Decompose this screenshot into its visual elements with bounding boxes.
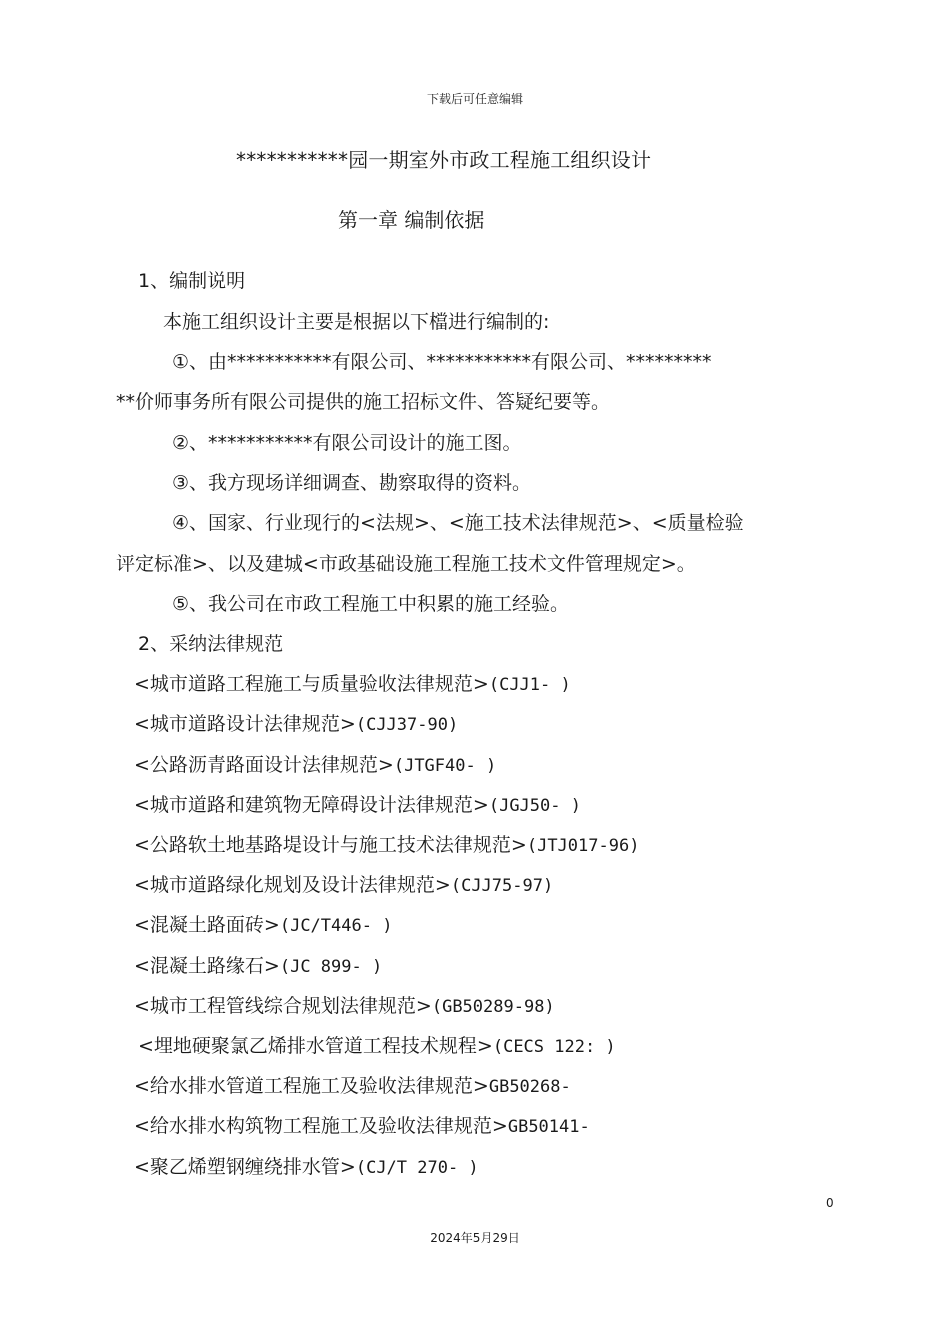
reference-item: <聚乙烯塑钢缠绕排水管>(CJ/T 270- ) xyxy=(134,1156,479,1178)
reference-item: <给水排水管道工程施工及验收法律规范>GB50268- xyxy=(134,1075,571,1097)
reference-item: <混凝土路缘石>(JC 899- ) xyxy=(134,955,383,977)
section-heading-2: 2、采纳法律规范 xyxy=(138,633,284,655)
basis-item-4-line-1: ④、国家、行业现行的<法规>、<施工技术法律规范>、<质量检验 xyxy=(172,512,744,534)
reference-item: <埋地硬聚氯乙烯排水管道工程技术规程>(CECS 122: ) xyxy=(138,1035,616,1057)
reference-item: <公路软土地基路堤设计与施工技术法律规范>(JTJ017-96) xyxy=(134,834,640,856)
section-intro: 本施工组织设计主要是根据以下檔进行编制的: xyxy=(163,311,550,333)
reference-item: <城市道路设计法律规范>(CJJ37-90) xyxy=(134,713,459,735)
footer-date: 2024年5月29日 xyxy=(430,1231,520,1245)
reference-item: <城市道路和建筑物无障碍设计法律规范>(JGJ50- ) xyxy=(134,794,581,816)
reference-item: <给水排水构筑物工程施工及验收法律规范>GB50141- xyxy=(134,1115,590,1137)
reference-item: <城市道路工程施工与质量验收法律规范>(CJJ1- ) xyxy=(134,673,571,695)
basis-item-1-line-1: ①、由***********有限公司、***********有限公司、********* xyxy=(172,351,712,373)
basis-item-5: ⑤、我公司在市政工程施工中积累的施工经验。 xyxy=(172,593,570,615)
chapter-title: 第一章 编制依据 xyxy=(338,208,485,232)
basis-item-3: ③、我方现场详细调查、勘察取得的资料。 xyxy=(172,472,532,494)
document-title: ***********园一期室外市政工程施工组织设计 xyxy=(236,148,652,172)
section-heading-1: 1、编制说明 xyxy=(138,270,246,292)
reference-item: <公路沥青路面设计法律规范>(JTGF40- ) xyxy=(134,754,497,776)
basis-item-2: ②、***********有限公司设计的施工图。 xyxy=(172,432,522,454)
header-note: 下载后可任意编辑 xyxy=(426,92,523,106)
reference-item: <混凝土路面砖>(JC/T446- ) xyxy=(134,914,393,936)
reference-item: <城市道路绿化规划及设计法律规范>(CJJ75-97) xyxy=(134,874,554,896)
page-number: 0 xyxy=(826,1196,834,1210)
basis-item-4-line-2: 评定标准>、以及建城<市政基础设施工程施工技术文件管理规定>。 xyxy=(116,553,696,575)
basis-item-1-line-2: **价师事务所有限公司提供的施工招标文件、答疑纪要等。 xyxy=(116,391,611,413)
reference-item: <城市工程管线综合规划法律规范>(GB50289-98) xyxy=(134,995,555,1017)
